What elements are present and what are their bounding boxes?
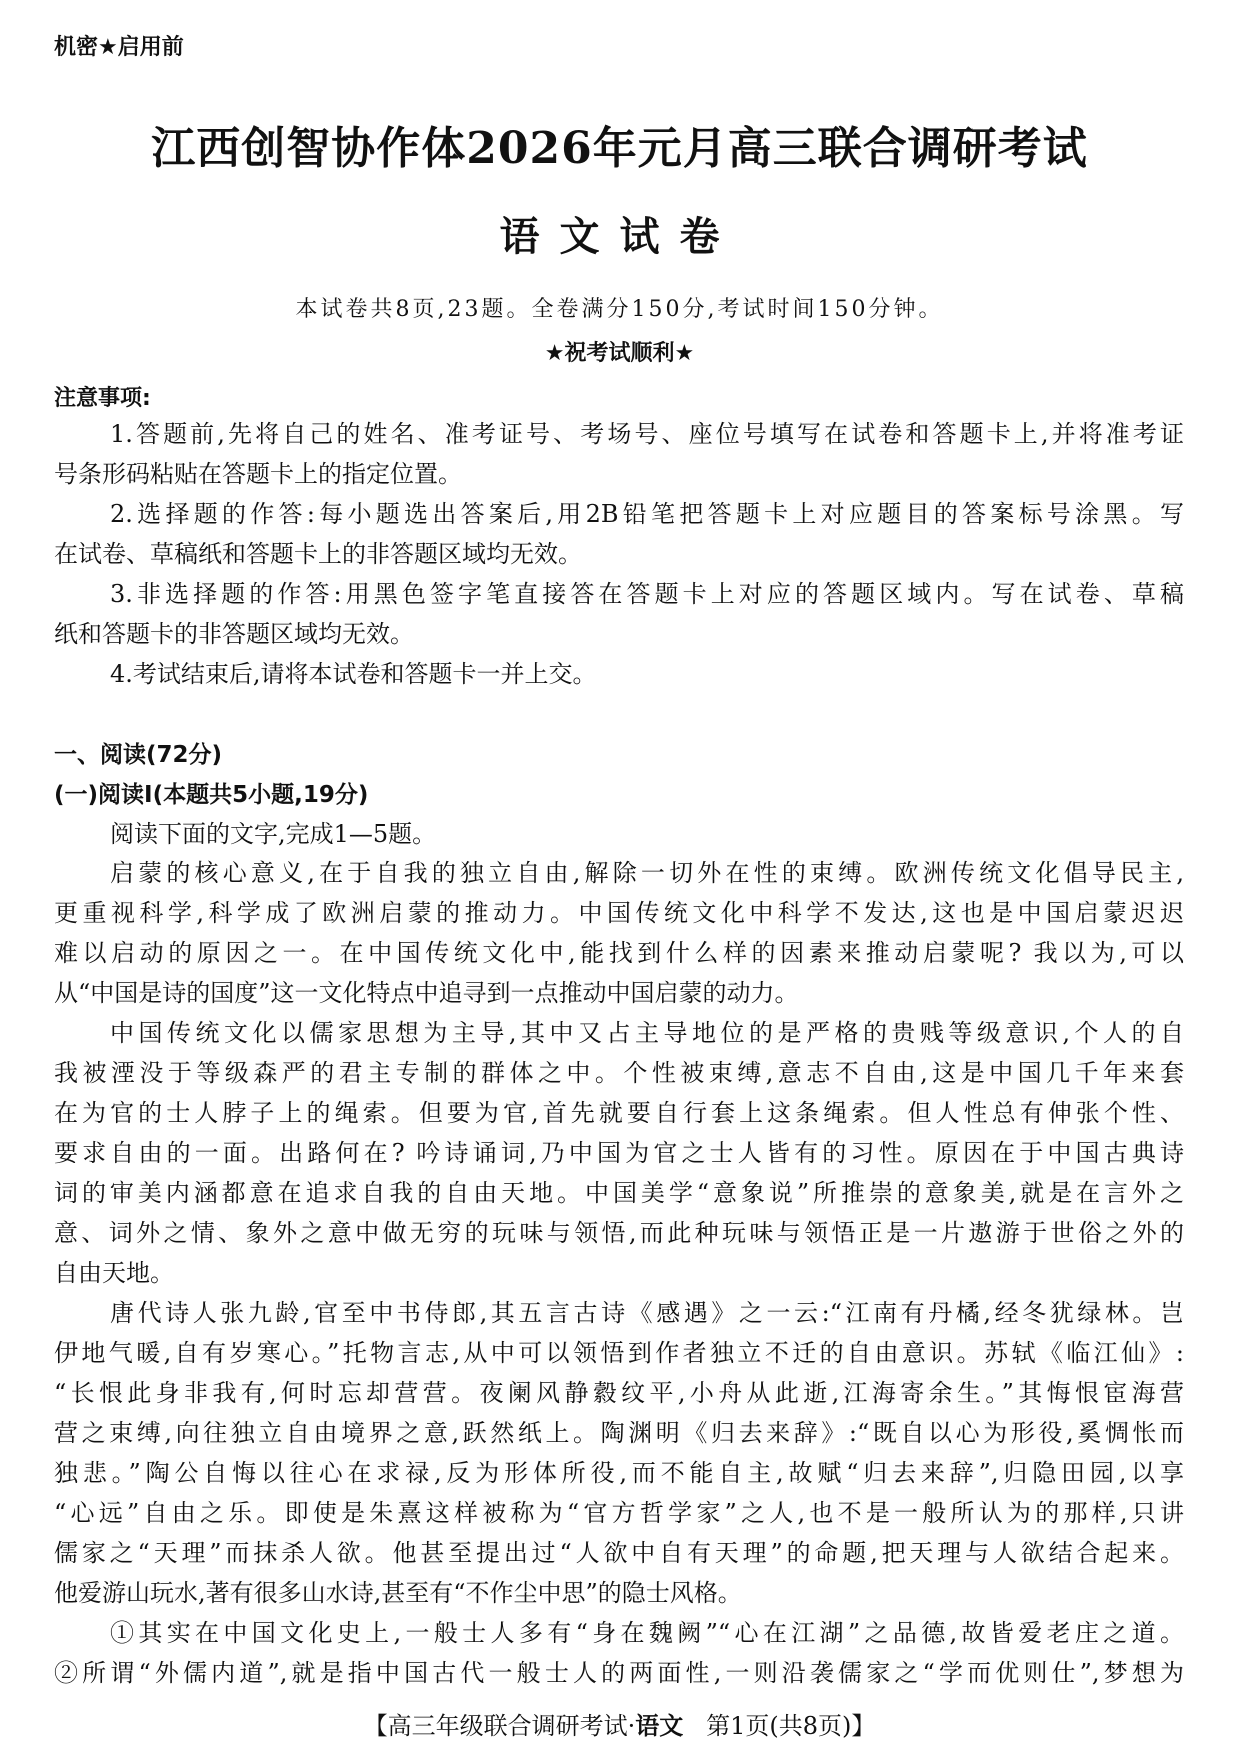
passage-line: 从“中国是诗的国度”这一文化特点中追寻到一点推动中国启蒙的动力。: [54, 979, 799, 1007]
passage-line: 独悲。”陶公自悔以往心在求禄,反为形体所役,而不能自主,故赋“归去来辞”,归隐田园,以享: [54, 1459, 1184, 1487]
passage-line: “心远”自由之乐。即使是朱熹这样被称为“官方哲学家”之人,也不是一般所认为的那样,只讲: [54, 1499, 1184, 1527]
reading-passage: [54, 853, 1184, 1693]
notice-item-line: 2.选择题的作答:每小题选出答案后,用2B铅笔把答题卡上对应题目的答案标号涂黑。写: [110, 500, 1184, 528]
notice-item-line: 纸和答题卡的非答题区域均无效。: [54, 620, 414, 648]
passage-line: ②所谓“外儒内道”,就是指中国古代一般士人的两面性,一则沿袭儒家之“学而优则仕”,梦想为: [54, 1659, 1184, 1687]
passage-line: 在为官的士人脖子上的绳索。但要为官,首先就要自行套上这条绳索。但人性总有伸张个性、: [54, 1099, 1184, 1127]
footer-page-number: 第1页(共8页)】: [706, 1712, 876, 1740]
passage-line: 儒家之“天理”而抹杀人欲。他甚至提出过“人欲中自有天理”的命题,把天理与人欲结合起来。: [54, 1539, 1184, 1567]
good-luck-text: ★祝考试顺利★: [544, 341, 695, 366]
passage-line: 唐代诗人张九龄,官至中书侍郎,其五言古诗《感遇》之一云:“江南有丹橘,经冬犹绿林。岂: [110, 1299, 1184, 1327]
passage-paragraph: [54, 1613, 1184, 1693]
sub-section-heading: (一)阅读Ⅰ(本题共5小题,19分): [54, 782, 369, 808]
passage-line: 我被湮没于等级森严的君主专制的群体之中。个性被束缚,意志不自由,这是中国几千年来套: [54, 1059, 1184, 1087]
footer-subject: 语文: [635, 1712, 684, 1740]
passage-line: 自由天地。: [54, 1259, 174, 1287]
reading-instruction: [54, 814, 1184, 854]
notice-item-line: 1.答题前,先将自己的姓名、准考证号、考场号、座位号填写在试卷和答题卡上,并将准考证: [110, 420, 1184, 448]
passage-line: 要求自由的一面。出路何在? 吟诗诵词,乃中国为官之士人皆有的习性。原因在于中国古典诗: [54, 1139, 1184, 1167]
passage-line: ①其实在中国文化史上,一般士人多有“身在魏阙”“心在江湖”之品德,故皆爱老庄之道。: [110, 1619, 1184, 1647]
passage-line: 词的审美内涵都意在追求自我的自由天地。中国美学“意象说”所推崇的意象美,就是在言外之: [54, 1179, 1184, 1207]
notice-item-line: 4.考试结束后,请将本试卷和答题卡一并上交。: [110, 660, 597, 688]
passage-paragraph: [54, 1013, 1184, 1293]
notice-heading: 注意事项:: [54, 386, 151, 411]
notice-item-line: 3.非选择题的作答:用黑色签字笔直接答在答题卡上对应的答题区域内。写在试卷、草稿: [110, 580, 1184, 608]
confidential-label: 机密★启用前: [54, 35, 184, 60]
notice-item-line: 号条形码粘贴在答题卡上的指定位置。: [54, 460, 462, 488]
exam-title: 江西创智协作体2026年元月高三联合调研考试: [151, 123, 1088, 174]
exam-info: 本试卷共8页,23题。全卷满分150分,考试时间150分钟。: [295, 297, 944, 322]
passage-line: 伊地气暖,自有岁寒心。”托物言志,从中可以领悟到作者独立不迁的自由意识。苏轼《临江仙》:: [54, 1339, 1184, 1367]
passage-paragraph: [54, 853, 1184, 1013]
section-heading: 一、阅读(72分): [54, 742, 223, 768]
passage-line: 中国传统文化以儒家思想为主导,其中又占主导地位的是严格的贵贱等级意识,个人的自: [110, 1019, 1184, 1047]
passage-line: 难以启动的原因之一。在中国传统文化中,能找到什么样的因素来推动启蒙呢? 我以为,可以: [54, 939, 1184, 967]
passage-line: 意、词外之情、象外之意中做无穷的玩味与领悟,而此种玩味与领悟正是一片遨游于世俗之外的: [54, 1219, 1184, 1247]
notice-item-line: 在试卷、草稿纸和答题卡上的非答题区域均无效。: [54, 540, 582, 568]
footer-exam-name: 【高三年级联合调研考试·: [363, 1712, 636, 1740]
instruction-text: 阅读下面的文字,完成1—5题。: [110, 820, 437, 848]
page-footer: [0, 1706, 1239, 1741]
notice-list: [54, 414, 1184, 694]
exam-subtitle: 语文试卷: [499, 214, 740, 260]
passage-line: 营之束缚,向往独立自由境界之意,跃然纸上。陶渊明《归去来辞》:“既自以心为形役,奚惆怅而: [54, 1419, 1184, 1447]
passage-line: 他爱游山玩水,著有很多山水诗,甚至有“不作尘中思”的隐士风格。: [54, 1579, 742, 1607]
passage-line: 启蒙的核心意义,在于自我的独立自由,解除一切外在性的束缚。欧洲传统文化倡导民主,: [110, 859, 1184, 887]
passage-paragraph: [54, 1293, 1184, 1613]
passage-line: 更重视科学,科学成了欧洲启蒙的推动力。中国传统文化中科学不发达,这也是中国启蒙迟迟: [54, 899, 1184, 927]
passage-line: “长恨此身非我有,何时忘却营营。夜阑风静縠纹平,小舟从此逝,江海寄余生。”其悔恨宦海营: [54, 1379, 1184, 1407]
